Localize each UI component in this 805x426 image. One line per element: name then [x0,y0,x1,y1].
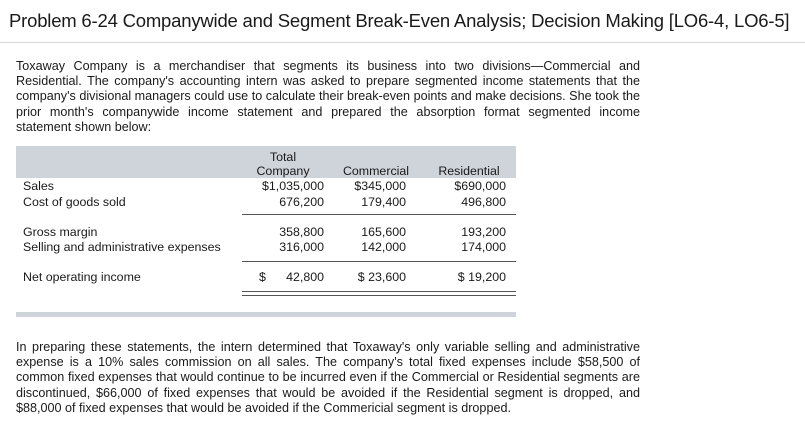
header-total-line1: Total [269,150,297,164]
cogs-residential: 496,800 [461,195,506,209]
income-statement-table [16,146,516,319]
sales-total: $1,035,000 [261,179,324,193]
row-label-sales: Sales [23,179,54,193]
cogs-total: 676,200 [279,195,324,209]
total-double-rule-upper [242,291,516,292]
cogs-commercial: 179,400 [361,195,406,209]
gross-margin-residential: 193,200 [461,225,506,239]
row-label-net-operating-income: Net operating income [23,270,141,284]
subtotal-rule [242,261,516,262]
problem-title: Problem 6-24 Companywide and Segment Break-Even Analysis; Decision Making [LO6-4, LO6-5] [9,10,790,31]
noi-total: 42,800 [286,270,324,284]
subtotal-rule [242,214,516,215]
table-footer-band [16,312,516,317]
selling-admin-residential: 174,000 [461,240,506,254]
noi-total-dollar-sign: $ [259,270,266,284]
sales-residential: $690,000 [454,179,506,193]
row-label-selling-admin: Selling and administrative expenses [23,240,221,254]
sales-commercial: $345,000 [354,179,406,193]
closing-paragraph: In preparing these statements, the intern determined that Toxaway's only variable selling and administrative expense is a 10% sales commission on all sales. The company's total fixed expenses include $58,500 of common fixed expenses that would continue to be incurred even if the Commercial or Residential segments are discontinued, $66,000 of fixed expenses that would be avoided if the Residential segment is dropped, and $88,000 of fixed expenses that would be avoided if the Commericial segment is dropped. [16,340,640,415]
row-label-gross-margin: Gross margin [23,225,98,239]
header-total-line2: Company [256,164,310,178]
header-residential: Residential [438,164,500,178]
gross-margin-total: 358,800 [279,225,324,239]
noi-commercial: $ 23,600 [357,270,406,284]
row-label-cogs: Cost of goods sold [23,195,126,209]
noi-residential: $ 19,200 [457,270,506,284]
intro-paragraph: Toxaway Company is a merchandiser that segments its business into two divisions—Commercial and Residential. The company's accounting intern was asked to prepare segmented income statements that the company's divisional managers could use to calculate their break-even points and make decisions. She took the prior month's companywide income statement and prepared the absorption format segmented income statement shown below: [16,59,640,134]
selling-admin-total: 316,000 [279,240,324,254]
gross-margin-commercial: 165,600 [361,225,406,239]
selling-admin-commercial: 142,000 [361,240,406,254]
header-commercial: Commercial [342,164,410,178]
title-divider [0,42,805,43]
total-double-rule-lower [242,295,516,296]
